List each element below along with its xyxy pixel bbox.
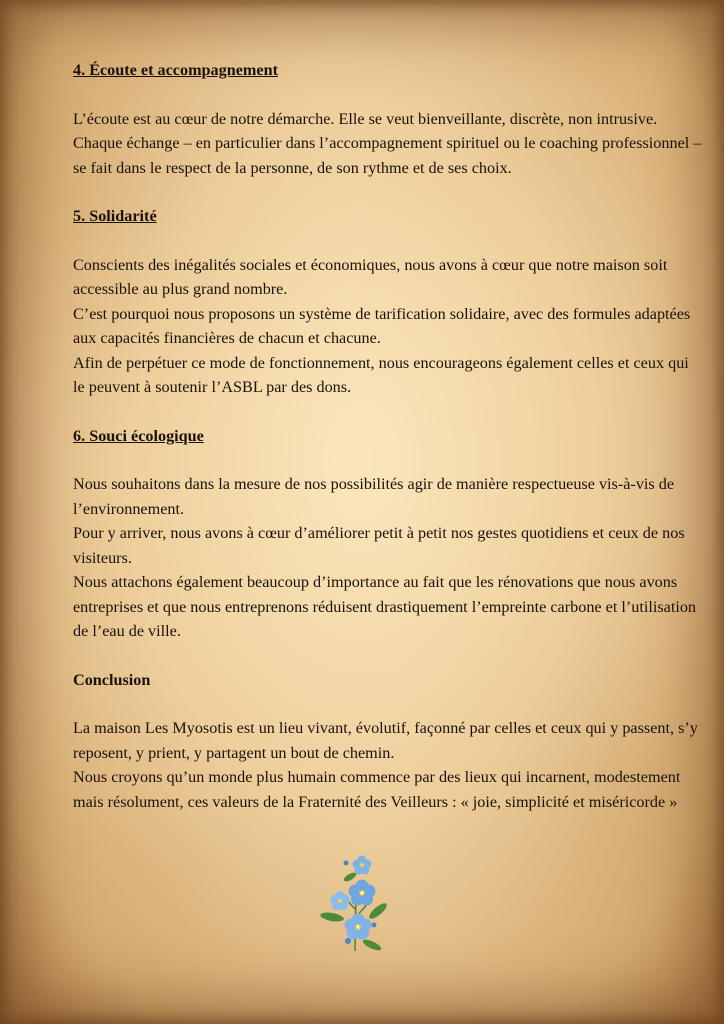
paragraph: C’est pourquoi nous proposons un système de tarification solidaire, avec des formules adaptées aux capacités financières de chacun et chacune. — [73, 304, 691, 347]
section-heading-solidarite: 5. Solidarité — [73, 207, 157, 225]
paragraph: La maison Les Myosotis est un lieu vivant, évolutif, façonné par celles et ceux qui y passent, s’y reposent, y prient, y partagent un bout de chemin. — [73, 719, 698, 762]
paragraph: Nous souhaitons dans la mesure de nos possibilités agir de manière respectueuse vis-à-vis de l’environnement. — [73, 475, 675, 518]
paragraph: L’écoute est au cœur de notre démarche. Elle se veut bienveillante, discrète, non intrusive. — [73, 109, 658, 128]
forget-me-not-icon — [318, 855, 392, 955]
paragraph: Conscients des inégalités sociales et économiques, nous avons à cœur que notre maison soit accessible au plus grand nombre. — [73, 255, 668, 298]
paragraph: Afin de perpétuer ce mode de fonctionnement, nous encourageons également celles et ceux qui le peuvent à soutenir l’ASBL par des dons. — [73, 353, 689, 396]
paragraph: Nous croyons qu’un monde plus humain commence par des lieux qui incarnent, modestement mais résolument, ces valeurs de la Fraternité des Veilleurs : « joie, simplicité et miséricorde » — [73, 768, 681, 811]
section-heading-ecoute: 4. Écoute et accompagnement — [73, 61, 278, 79]
section-heading-ecologie: 6. Souci écologique — [73, 426, 204, 445]
paragraph: Nous attachons également beaucoup d’importance au fait que les rénovations que nous avons entreprises et que nous entreprenons réduisent drastiquement l’empreinte carbone et l’utilisation de l’eau de ville. — [73, 573, 697, 640]
document-body — [73, 58, 703, 814]
paragraph: Pour y arriver, nous avons à cœur d’améliorer petit à petit nos gestes quotidiens et ceux de nos visiteurs. — [73, 524, 685, 567]
paragraph: Chaque échange – en particulier dans l’accompagnement spirituel ou le coaching professionnel – se fait dans le respect de la personne, de son rythme et de ses choix. — [73, 134, 702, 177]
conclusion-heading: Conclusion — [73, 670, 151, 689]
